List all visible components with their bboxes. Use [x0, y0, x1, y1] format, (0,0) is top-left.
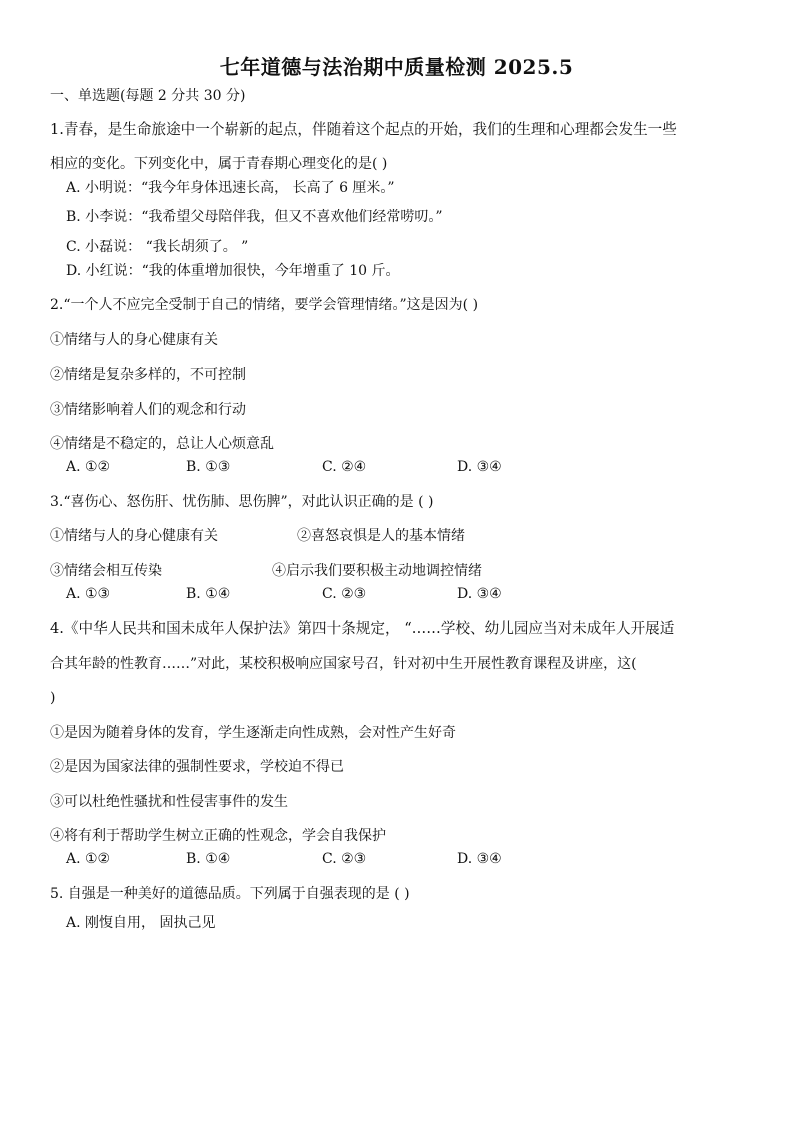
- q5-stem: 5. 自强是一种美好的道德品质。下列属于自强表现的是 ( ): [50, 886, 410, 902]
- q2-item-3: ③情绪影响着人们的观念和行动: [50, 402, 246, 418]
- q1-option-c: C. 小磊说： “我长胡须了。 ”: [66, 239, 249, 255]
- section-heading: 一、单选题(每题 2 分共 30 分): [50, 88, 246, 104]
- q2-choice-c: C. ②④: [322, 459, 367, 475]
- q2-stem: 2.“一个人不应完全受制于自己的情绪，要学会管理情绪。”这是因为( ): [50, 297, 479, 313]
- q4-stem-line-2: 合其年龄的性教育……”对此，某校积极响应国家号召，针对初中生开展性教育课程及讲座，这(: [50, 656, 637, 672]
- q3-choice-c: C. ②③: [322, 586, 367, 602]
- q2-choices: [66, 457, 766, 477]
- q3-item-2: ②喜怒哀惧是人的基本情绪: [297, 528, 465, 544]
- q4-choice-a: A. ①②: [66, 851, 111, 867]
- q3-item-1: ①情绪与人的身心健康有关: [50, 528, 218, 544]
- q2-choice-d: D. ③④: [457, 459, 502, 475]
- q4-item-3: ③可以杜绝性骚扰和性侵害事件的发生: [50, 794, 288, 810]
- q3-choice-a: A. ①③: [66, 586, 111, 602]
- q3-stem: 3.“喜伤心、怒伤肝、忧伤肺、思伤脾”，对此认识正确的是 ( ): [50, 494, 434, 510]
- q3-choice-b: B. ①④: [186, 586, 231, 602]
- q4-item-1: ①是因为随着身体的发育，学生逐渐走向性成熟，会对性产生好奇: [50, 725, 456, 741]
- q2-choice-b: B. ①③: [186, 459, 231, 475]
- q4-stem-line-1: 4.《中华人民共和国未成年人保护法》第四十条规定， “……学校、幼儿园应当对未成年人开展适: [50, 620, 675, 637]
- q3-item-4: ④启示我们要积极主动地调控情绪: [272, 563, 482, 579]
- q3-choices: [66, 584, 766, 604]
- q2-item-4: ④情绪是不稳定的，总让人心烦意乱: [50, 436, 274, 452]
- q1-stem-line-2: 相应的变化。下列变化中，属于青春期心理变化的是( ): [50, 156, 388, 172]
- q3-choice-d: D. ③④: [457, 586, 502, 602]
- q1-option-a: A. 小明说：“我今年身体迅速长高， 长高了 6 厘米。”: [66, 180, 395, 196]
- q4-choice-c: C. ②③: [322, 851, 367, 867]
- q4-item-4: ④将有利于帮助学生树立正确的性观念，学会自我保护: [50, 828, 386, 844]
- q4-stem-line-3: ): [50, 690, 56, 706]
- q3-item-3: ③情绪会相互传染: [50, 563, 162, 579]
- page-title: 七年道德与法治期中质量检测 2025.5: [219, 55, 574, 79]
- q2-item-1: ①情绪与人的身心健康有关: [50, 332, 218, 348]
- q2-item-2: ②情绪是复杂多样的，不可控制: [50, 367, 246, 383]
- q1-option-d: D. 小红说：“我的体重增加很快，今年增重了 10 斤。: [66, 263, 400, 279]
- q4-choice-b: B. ①④: [186, 851, 231, 867]
- q1-stem-line-1: 1.青春，是生命旅途中一个崭新的起点，伴随着这个起点的开始，我们的生理和心理都会发生一些: [50, 121, 677, 138]
- q4-choices: [66, 849, 766, 869]
- q5-option-a: A. 刚愎自用， 固执己见: [66, 915, 216, 931]
- q4-item-2: ②是因为国家法律的强制性要求，学校迫不得已: [50, 759, 344, 775]
- q1-option-b: B. 小李说：“我希望父母陪伴我，但又不喜欢他们经常唠叨。”: [66, 209, 443, 225]
- q2-choice-a: A. ①②: [66, 459, 111, 475]
- q4-choice-d: D. ③④: [457, 851, 502, 867]
